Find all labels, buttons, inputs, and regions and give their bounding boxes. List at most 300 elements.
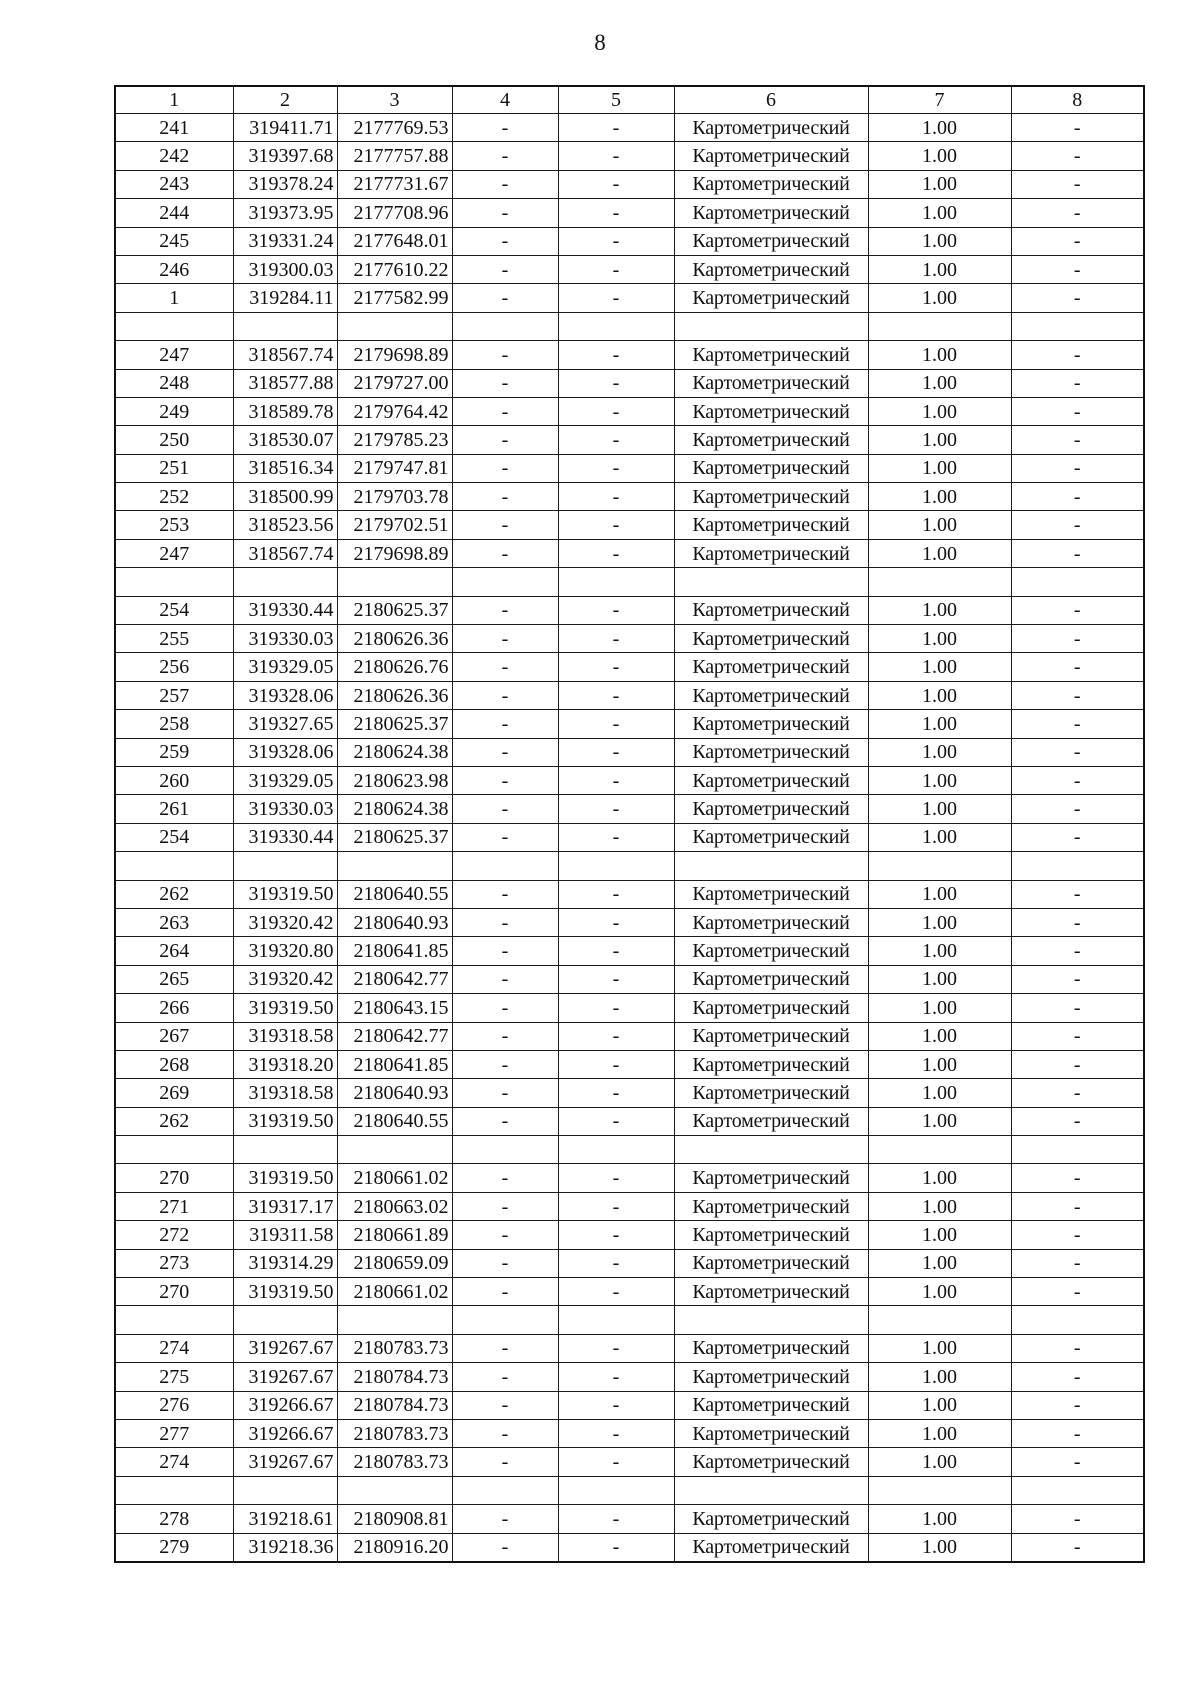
col4-cell: - <box>452 1391 558 1419</box>
x-coordinate-cell <box>233 1306 337 1334</box>
method-cell: Картометрический <box>674 625 868 653</box>
point-number-cell: 277 <box>115 1419 233 1447</box>
col4-cell: - <box>452 738 558 766</box>
method-cell: Картометрический <box>674 823 868 851</box>
y-coordinate-cell: 2180640.93 <box>337 908 452 936</box>
col8-cell: - <box>1011 823 1144 851</box>
table-row <box>115 199 1144 227</box>
y-coordinate-cell: 2180626.36 <box>337 625 452 653</box>
column-header: 1 <box>115 86 233 114</box>
y-coordinate-cell <box>337 1306 452 1334</box>
y-coordinate-cell: 2180624.38 <box>337 795 452 823</box>
col4-cell: - <box>452 397 558 425</box>
x-coordinate-cell: 318567.74 <box>233 539 337 567</box>
x-coordinate-cell: 319266.67 <box>233 1419 337 1447</box>
table-row <box>115 397 1144 425</box>
method-cell: Картометрический <box>674 1419 868 1447</box>
col8-cell: - <box>1011 1533 1144 1562</box>
method-cell: Картометрический <box>674 369 868 397</box>
method-cell: Картометрический <box>674 1505 868 1533</box>
col5-cell: - <box>558 1164 674 1192</box>
col8-cell <box>1011 1476 1144 1504</box>
accuracy-cell: 1.00 <box>868 1107 1011 1135</box>
col5-cell: - <box>558 397 674 425</box>
x-coordinate-cell: 319320.42 <box>233 908 337 936</box>
col5-cell: - <box>558 738 674 766</box>
x-coordinate-cell: 319218.61 <box>233 1505 337 1533</box>
x-coordinate-cell: 319330.03 <box>233 795 337 823</box>
point-number-cell: 273 <box>115 1249 233 1277</box>
table-row <box>115 1391 1144 1419</box>
col5-cell: - <box>558 766 674 794</box>
col8-cell: - <box>1011 795 1144 823</box>
col5-cell <box>558 1476 674 1504</box>
method-cell: Картометрический <box>674 1022 868 1050</box>
y-coordinate-cell: 2180643.15 <box>337 994 452 1022</box>
point-number-cell <box>115 1136 233 1164</box>
point-number-cell: 245 <box>115 227 233 255</box>
col4-cell: - <box>452 710 558 738</box>
accuracy-cell: 1.00 <box>868 454 1011 482</box>
col8-cell <box>1011 568 1144 596</box>
x-coordinate-cell: 318523.56 <box>233 511 337 539</box>
col8-cell: - <box>1011 483 1144 511</box>
point-number-cell <box>115 1476 233 1504</box>
x-coordinate-cell: 319318.58 <box>233 1079 337 1107</box>
col4-cell: - <box>452 341 558 369</box>
x-coordinate-cell: 319397.68 <box>233 142 337 170</box>
col8-cell: - <box>1011 880 1144 908</box>
col5-cell: - <box>558 1278 674 1306</box>
table-row <box>115 1249 1144 1277</box>
accuracy-cell: 1.00 <box>868 596 1011 624</box>
col5-cell: - <box>558 653 674 681</box>
accuracy-cell: 1.00 <box>868 1221 1011 1249</box>
accuracy-cell: 1.00 <box>868 255 1011 283</box>
y-coordinate-cell: 2180784.73 <box>337 1363 452 1391</box>
y-coordinate-cell: 2180783.73 <box>337 1419 452 1447</box>
col4-cell: - <box>452 426 558 454</box>
col5-cell: - <box>558 170 674 198</box>
accuracy-cell: 1.00 <box>868 1334 1011 1362</box>
col8-cell: - <box>1011 1221 1144 1249</box>
col4-cell: - <box>452 994 558 1022</box>
method-cell: Картометрический <box>674 766 868 794</box>
col5-cell: - <box>558 823 674 851</box>
accuracy-cell: 1.00 <box>868 539 1011 567</box>
col8-cell: - <box>1011 255 1144 283</box>
table-row <box>115 1533 1144 1562</box>
y-coordinate-cell: 2179702.51 <box>337 511 452 539</box>
col8-cell: - <box>1011 625 1144 653</box>
accuracy-cell: 1.00 <box>868 1192 1011 1220</box>
accuracy-cell: 1.00 <box>868 880 1011 908</box>
y-coordinate-cell: 2180626.36 <box>337 681 452 709</box>
y-coordinate-cell: 2180784.73 <box>337 1391 452 1419</box>
method-cell <box>674 1476 868 1504</box>
col8-cell: - <box>1011 1505 1144 1533</box>
y-coordinate-cell <box>337 1476 452 1504</box>
col4-cell: - <box>452 170 558 198</box>
method-cell <box>674 852 868 880</box>
col8-cell: - <box>1011 766 1144 794</box>
col5-cell: - <box>558 227 674 255</box>
method-cell: Картометрический <box>674 1079 868 1107</box>
point-number-cell: 255 <box>115 625 233 653</box>
table-row <box>115 795 1144 823</box>
separator-row <box>115 1136 1144 1164</box>
point-number-cell: 256 <box>115 653 233 681</box>
y-coordinate-cell: 2180640.93 <box>337 1079 452 1107</box>
point-number-cell: 241 <box>115 114 233 142</box>
col8-cell: - <box>1011 1022 1144 1050</box>
col4-cell: - <box>452 1505 558 1533</box>
table-row <box>115 937 1144 965</box>
y-coordinate-cell: 2180908.81 <box>337 1505 452 1533</box>
point-number-cell: 262 <box>115 1107 233 1135</box>
point-number-cell: 247 <box>115 341 233 369</box>
y-coordinate-cell: 2179727.00 <box>337 369 452 397</box>
col4-cell: - <box>452 1192 558 1220</box>
x-coordinate-cell: 319319.50 <box>233 1107 337 1135</box>
table-row <box>115 965 1144 993</box>
accuracy-cell: 1.00 <box>868 142 1011 170</box>
y-coordinate-cell: 2179785.23 <box>337 426 452 454</box>
table-row <box>115 539 1144 567</box>
x-coordinate-cell: 319314.29 <box>233 1249 337 1277</box>
method-cell: Картометрический <box>674 1221 868 1249</box>
point-number-cell <box>115 312 233 340</box>
x-coordinate-cell: 319317.17 <box>233 1192 337 1220</box>
y-coordinate-cell: 2180916.20 <box>337 1533 452 1562</box>
y-coordinate-cell: 2180625.37 <box>337 710 452 738</box>
table-row <box>115 1448 1144 1476</box>
method-cell: Картометрический <box>674 539 868 567</box>
col4-cell: - <box>452 1079 558 1107</box>
table-row <box>115 1419 1144 1447</box>
col8-cell: - <box>1011 1164 1144 1192</box>
point-number-cell: 271 <box>115 1192 233 1220</box>
x-coordinate-cell: 319319.50 <box>233 880 337 908</box>
col8-cell: - <box>1011 937 1144 965</box>
accuracy-cell: 1.00 <box>868 1391 1011 1419</box>
accuracy-cell <box>868 852 1011 880</box>
y-coordinate-cell <box>337 312 452 340</box>
x-coordinate-cell: 319329.05 <box>233 766 337 794</box>
col8-cell: - <box>1011 1334 1144 1362</box>
point-number-cell: 279 <box>115 1533 233 1562</box>
separator-row <box>115 852 1144 880</box>
col8-cell: - <box>1011 1050 1144 1078</box>
x-coordinate-cell: 319373.95 <box>233 199 337 227</box>
col4-cell: - <box>452 1448 558 1476</box>
accuracy-cell: 1.00 <box>868 397 1011 425</box>
point-number-cell: 263 <box>115 908 233 936</box>
col8-cell: - <box>1011 1278 1144 1306</box>
table-row <box>115 483 1144 511</box>
method-cell: Картометрический <box>674 1107 868 1135</box>
col4-cell: - <box>452 199 558 227</box>
method-cell: Картометрический <box>674 795 868 823</box>
table-row <box>115 227 1144 255</box>
y-coordinate-cell: 2180783.73 <box>337 1334 452 1362</box>
col5-cell <box>558 312 674 340</box>
table-row <box>115 1107 1144 1135</box>
point-number-cell: 275 <box>115 1363 233 1391</box>
point-number-cell: 247 <box>115 539 233 567</box>
point-number-cell: 249 <box>115 397 233 425</box>
x-coordinate-cell: 319328.06 <box>233 738 337 766</box>
method-cell: Картометрический <box>674 596 868 624</box>
col5-cell: - <box>558 284 674 312</box>
y-coordinate-cell: 2177769.53 <box>337 114 452 142</box>
point-number-cell: 258 <box>115 710 233 738</box>
method-cell: Картометрический <box>674 1050 868 1078</box>
separator-row <box>115 312 1144 340</box>
accuracy-cell: 1.00 <box>868 738 1011 766</box>
point-number-cell: 264 <box>115 937 233 965</box>
col8-cell: - <box>1011 369 1144 397</box>
col8-cell: - <box>1011 653 1144 681</box>
x-coordinate-cell: 319218.36 <box>233 1533 337 1562</box>
col4-cell: - <box>452 596 558 624</box>
col8-cell: - <box>1011 227 1144 255</box>
y-coordinate-cell: 2180640.55 <box>337 880 452 908</box>
column-header: 5 <box>558 86 674 114</box>
accuracy-cell: 1.00 <box>868 937 1011 965</box>
method-cell: Картометрический <box>674 653 868 681</box>
point-number-cell <box>115 568 233 596</box>
col5-cell: - <box>558 1334 674 1362</box>
x-coordinate-cell: 319267.67 <box>233 1448 337 1476</box>
col4-cell: - <box>452 539 558 567</box>
col5-cell: - <box>558 937 674 965</box>
x-coordinate-cell: 318530.07 <box>233 426 337 454</box>
column-header: 6 <box>674 86 868 114</box>
accuracy-cell: 1.00 <box>868 1164 1011 1192</box>
accuracy-cell: 1.00 <box>868 1249 1011 1277</box>
table-row <box>115 426 1144 454</box>
accuracy-cell: 1.00 <box>868 908 1011 936</box>
y-coordinate-cell: 2180661.02 <box>337 1164 452 1192</box>
method-cell <box>674 1136 868 1164</box>
x-coordinate-cell: 319327.65 <box>233 710 337 738</box>
col4-cell: - <box>452 823 558 851</box>
col4-cell: - <box>452 795 558 823</box>
accuracy-cell: 1.00 <box>868 341 1011 369</box>
col8-cell: - <box>1011 1249 1144 1277</box>
table-row <box>115 341 1144 369</box>
table-row <box>115 454 1144 482</box>
col5-cell: - <box>558 1448 674 1476</box>
y-coordinate-cell: 2180625.37 <box>337 823 452 851</box>
point-number-cell: 276 <box>115 1391 233 1419</box>
col5-cell: - <box>558 1391 674 1419</box>
col4-cell: - <box>452 227 558 255</box>
col8-cell: - <box>1011 1419 1144 1447</box>
col8-cell: - <box>1011 1391 1144 1419</box>
y-coordinate-cell <box>337 568 452 596</box>
x-coordinate-cell: 319319.50 <box>233 994 337 1022</box>
table-row <box>115 369 1144 397</box>
col5-cell: - <box>558 1192 674 1220</box>
col4-cell <box>452 1306 558 1334</box>
y-coordinate-cell: 2180640.55 <box>337 1107 452 1135</box>
col5-cell: - <box>558 1079 674 1107</box>
col8-cell: - <box>1011 1107 1144 1135</box>
column-header: 8 <box>1011 86 1144 114</box>
x-coordinate-cell: 319411.71 <box>233 114 337 142</box>
accuracy-cell: 1.00 <box>868 426 1011 454</box>
col5-cell: - <box>558 483 674 511</box>
table-row <box>115 1192 1144 1220</box>
method-cell: Картометрический <box>674 454 868 482</box>
col5-cell <box>558 852 674 880</box>
col4-cell: - <box>452 284 558 312</box>
table-row <box>115 681 1144 709</box>
accuracy-cell: 1.00 <box>868 1079 1011 1107</box>
table-row <box>115 823 1144 851</box>
col8-cell <box>1011 1306 1144 1334</box>
col5-cell: - <box>558 341 674 369</box>
point-number-cell <box>115 852 233 880</box>
col4-cell: - <box>452 880 558 908</box>
y-coordinate-cell: 2179747.81 <box>337 454 452 482</box>
point-number-cell: 252 <box>115 483 233 511</box>
method-cell: Картометрический <box>674 142 868 170</box>
method-cell: Картометрический <box>674 1391 868 1419</box>
method-cell <box>674 568 868 596</box>
col8-cell: - <box>1011 454 1144 482</box>
method-cell: Картометрический <box>674 426 868 454</box>
y-coordinate-cell: 2180626.76 <box>337 653 452 681</box>
y-coordinate-cell: 2179698.89 <box>337 539 452 567</box>
x-coordinate-cell: 318500.99 <box>233 483 337 511</box>
accuracy-cell: 1.00 <box>868 766 1011 794</box>
method-cell: Картометрический <box>674 1249 868 1277</box>
method-cell: Картометрический <box>674 1448 868 1476</box>
col8-cell: - <box>1011 994 1144 1022</box>
method-cell: Картометрический <box>674 1278 868 1306</box>
accuracy-cell: 1.00 <box>868 994 1011 1022</box>
y-coordinate-cell: 2180625.37 <box>337 596 452 624</box>
method-cell: Картометрический <box>674 738 868 766</box>
x-coordinate-cell: 319267.67 <box>233 1363 337 1391</box>
col4-cell <box>452 1476 558 1504</box>
table-header-row <box>115 86 1144 114</box>
col5-cell: - <box>558 1533 674 1562</box>
table-row <box>115 1221 1144 1249</box>
col5-cell: - <box>558 454 674 482</box>
x-coordinate-cell: 319330.44 <box>233 823 337 851</box>
col5-cell <box>558 568 674 596</box>
x-coordinate-cell: 319300.03 <box>233 255 337 283</box>
col4-cell <box>452 568 558 596</box>
x-coordinate-cell <box>233 1136 337 1164</box>
x-coordinate-cell: 319318.58 <box>233 1022 337 1050</box>
x-coordinate-cell: 319319.50 <box>233 1278 337 1306</box>
y-coordinate-cell: 2179698.89 <box>337 341 452 369</box>
accuracy-cell: 1.00 <box>868 653 1011 681</box>
point-number-cell: 262 <box>115 880 233 908</box>
point-number-cell: 1 <box>115 284 233 312</box>
col4-cell: - <box>452 937 558 965</box>
col8-cell: - <box>1011 681 1144 709</box>
table-row <box>115 114 1144 142</box>
col8-cell: - <box>1011 596 1144 624</box>
col4-cell: - <box>452 681 558 709</box>
col5-cell: - <box>558 625 674 653</box>
point-number-cell: 260 <box>115 766 233 794</box>
x-coordinate-cell: 319318.20 <box>233 1050 337 1078</box>
col5-cell: - <box>558 114 674 142</box>
col8-cell: - <box>1011 738 1144 766</box>
accuracy-cell: 1.00 <box>868 1419 1011 1447</box>
col5-cell: - <box>558 908 674 936</box>
table-row <box>115 710 1144 738</box>
x-coordinate-cell: 319266.67 <box>233 1391 337 1419</box>
col4-cell: - <box>452 1419 558 1447</box>
point-number-cell: 274 <box>115 1334 233 1362</box>
accuracy-cell <box>868 1476 1011 1504</box>
col5-cell: - <box>558 1107 674 1135</box>
col8-cell <box>1011 852 1144 880</box>
point-number-cell: 242 <box>115 142 233 170</box>
col4-cell: - <box>452 483 558 511</box>
col5-cell: - <box>558 426 674 454</box>
table-row <box>115 1022 1144 1050</box>
y-coordinate-cell: 2180641.85 <box>337 937 452 965</box>
col4-cell: - <box>452 511 558 539</box>
col8-cell <box>1011 312 1144 340</box>
x-coordinate-cell: 318567.74 <box>233 341 337 369</box>
method-cell: Картометрический <box>674 908 868 936</box>
point-number-cell: 261 <box>115 795 233 823</box>
col4-cell: - <box>452 625 558 653</box>
accuracy-cell: 1.00 <box>868 1278 1011 1306</box>
method-cell <box>674 1306 868 1334</box>
method-cell: Картометрический <box>674 965 868 993</box>
col8-cell: - <box>1011 1363 1144 1391</box>
point-number-cell: 259 <box>115 738 233 766</box>
x-coordinate-cell <box>233 568 337 596</box>
separator-row <box>115 1306 1144 1334</box>
table-row <box>115 766 1144 794</box>
method-cell: Картометрический <box>674 255 868 283</box>
accuracy-cell: 1.00 <box>868 114 1011 142</box>
accuracy-cell: 1.00 <box>868 965 1011 993</box>
coordinates-table <box>114 85 1145 1563</box>
col4-cell: - <box>452 1278 558 1306</box>
table-row <box>115 994 1144 1022</box>
table-row <box>115 625 1144 653</box>
method-cell: Картометрический <box>674 483 868 511</box>
method-cell: Картометрический <box>674 199 868 227</box>
y-coordinate-cell: 2179703.78 <box>337 483 452 511</box>
x-coordinate-cell: 318589.78 <box>233 397 337 425</box>
table-row <box>115 1079 1144 1107</box>
col4-cell: - <box>452 1050 558 1078</box>
col5-cell: - <box>558 880 674 908</box>
point-number-cell: 265 <box>115 965 233 993</box>
accuracy-cell: 1.00 <box>868 369 1011 397</box>
table-row <box>115 511 1144 539</box>
y-coordinate-cell: 2180663.02 <box>337 1192 452 1220</box>
table-row <box>115 1050 1144 1078</box>
col5-cell: - <box>558 511 674 539</box>
point-number-cell: 244 <box>115 199 233 227</box>
table-row <box>115 142 1144 170</box>
